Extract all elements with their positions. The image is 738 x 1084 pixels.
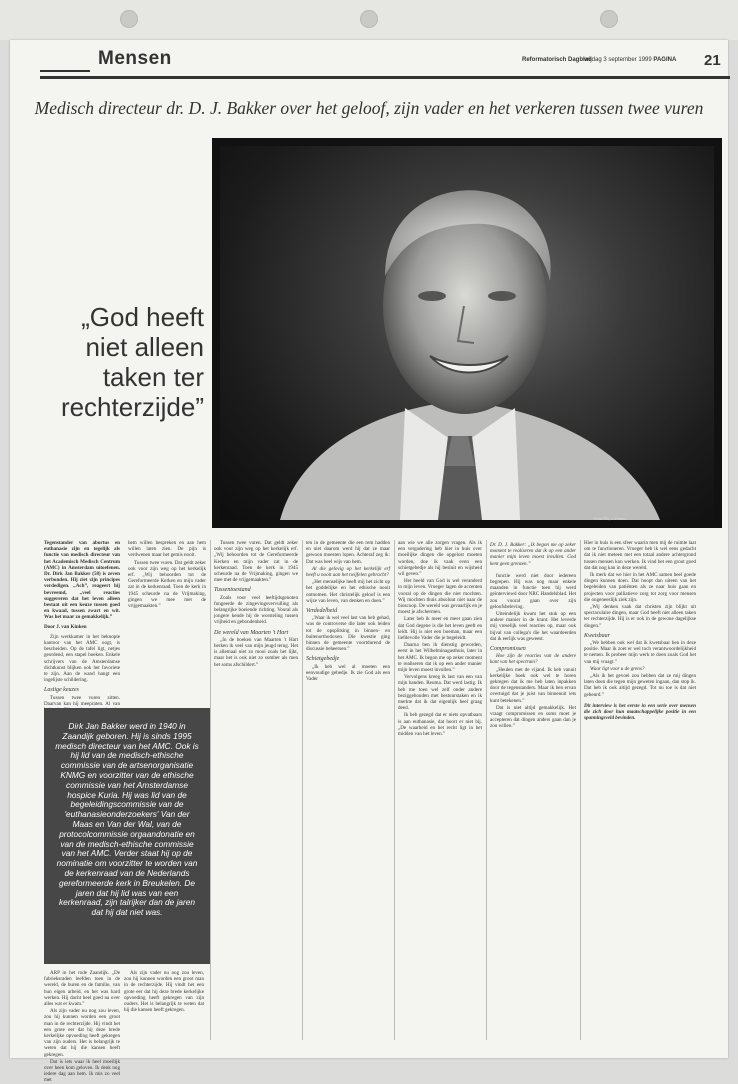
portrait-illustration	[220, 146, 714, 520]
series-note: Dit interview is het eerste in een serie over mensen die zich door hun maatschappelijke positie in een spanningsveld bevinden.	[584, 702, 696, 722]
paragraph: Hier in huis is een sfeer waarin men mij de ruimte laat om te functioneren. Vroeger heb ik wel eens gedacht dat ik niet meteen met een totaal andere achtergrond tussen mensen kon werken. Ik vind het een groot goed dat dat nog kan in deze wereld.	[584, 540, 696, 571]
newspaper-page	[10, 40, 728, 1084]
question: Hoe zijn de reacties van de andere kant van het spectrum?	[490, 653, 576, 666]
column-rule	[302, 540, 303, 1040]
article-column-1	[44, 540, 120, 708]
infobox-text: Dirk Jan Bakker werd in 1940 in Zaandijk geboren. Hij is sinds 1995 medisch directeur van het AMC. Ook is hij lid van de medisch-ethische commissie van de artsenorganisatie KNMG en voorzitter van de ethische commissie van het Amsterdamse hospice Kuria. Hij was lid van de begeleidingscommissie van de 'euthanasieonderzoekers' Van der Maas en Van der Wal, van de protocolcommissie orgaandonatie en van de medisch-ethische commissie van het AMC. Verder staat hij op de nominatie om voorzitter te worden van de kerkenraad van de Nederlands gereformeerde kerk in Breukelen. De jaren dat hij lid was van een kerkenraad, zijn talrijker dan de jaren dat hij dat niet was.	[55, 721, 199, 918]
punch-hole	[360, 10, 378, 28]
paragraph: Ik merk dat we hier in het AMC samen heel goede dingen kunnen doen. Dat hoopt dan uiteen van het begeleiden van patiënten als ze naar huis gaan en projecten voor palliatieve zorg tot zorg voor mensen die ongeneeslijk ziek zijn.	[584, 572, 696, 603]
paragraph: functie werd niet door iedereen begrepen. Hij was nog maar enkele maanden in functie toen hij werd geïnterviewd door NRC Handelsblad. Het zou vooral gaan over zijn geloofsbeleving.	[490, 572, 576, 610]
paragraph: „Heulen met de vijand. Ik heb vanuit kerkelijke hoek ook wel te horen gekregen dat ik me heb laten inpakken door de tegenstanders. Maar ik ben ervan overtuigd dat je juist van binnenuit iets kunt betekenen.”	[490, 666, 576, 704]
punch-hole	[600, 10, 618, 28]
paragraph: ten in de gemeente die een rem hadden en niet daarom werd hij dat ze maar gewoon moesten lopen. Achteraf zeg ik: Dat was heel wijs van hem.	[306, 540, 390, 565]
paragraph: Later heb ik meer en meer gaan zien dat God degene is die het leven geeft en leidt. Hij is niet een boeman, maar een liefdevolle Vader die je begeleidt.	[398, 616, 482, 642]
paragraph: aan wie we alle zorgen vragen. Als ik een vergadering heb hier in huis over moeilijke dingen die opgelost moeten worden, doe ik vaak even een schietgebedje als hij besluit en wijsheid wil geven.”	[398, 540, 482, 578]
paragraph: Vervolgens kreeg ik last van een van mijn handen. Reuma. Dat werd lastig. Ik heb me toen wel zelf onder andere beziggehouden met bestuurstaken en ik merkte dat ik dat eigenlijk heel graag deed.	[398, 674, 482, 712]
page-number: 21	[704, 52, 721, 69]
column-rule	[486, 540, 487, 1040]
photo-image	[220, 146, 714, 520]
paragraph: „Ik heb wel al moeten een eenvoudige gebedje. Ik zie God als een Vader	[306, 663, 390, 683]
paragraph: „We hebben ook wel dat ik kwetsbaar ben in deze positie. Maar ik zoet er wel toch verantwoordelijkheid te nemen. Ik probeer mijn werk te doen zoals God het van mij vraagt.”	[584, 640, 696, 665]
newspaper-name: Reformatorisch Dagblad	[522, 57, 592, 63]
paragraph: Dat is niet altijd gemakkelijk. Het vraagt compromissen en soms moet je accepteren dat dingen anders gaan dan je zou willen.”	[490, 704, 576, 730]
paragraph: Tussen twee vuren. Dat geldt zeker ook voor zijn weg op het kerkelijk erf. „Wij behoorden tot de Gereformeerde Kerken en mijn vader zat in de kerkenraad. Toen de kerk in 1945 scheurde na de Vrijmaking, gingen we mee met de vrijgemaakten.”	[214, 540, 298, 584]
headline-kicker: Medisch directeur dr. D. J. Bakker over het geloof, zijn vader en het verkeren tussen twee vuren	[34, 98, 704, 118]
subheading: Compromissen	[490, 646, 526, 653]
subheading: Schietgebedje	[306, 656, 340, 663]
paragraph: „In de boeken van Maarten 't Hart herken ik veel van mijn jeugd terug. Het is allemaal niet zo mooi zoals het lijkt, maar het is ook niet zo somber als men het soms afschildert.”	[214, 636, 298, 668]
paragraph: Dat is iets waar ik heel moeilijk over heen kom geloven. Ik denk nog iedere dag aan hem. Ik mis zo veel met	[44, 1058, 120, 1084]
date-text: vrijdag 3 september 1999	[584, 57, 652, 63]
pull-quote-headline: „God heeft niet alleen taken ter rechterzijde”	[60, 302, 204, 422]
column-rule	[580, 540, 581, 1040]
paragraph: „Wij denken vaak dat christen zijn blijkt uit spectaculaire dingen, maar God heeft niet alleen taken ter rechterzijde. Hij is er ook in de gewone dagelijkse dingen.”	[584, 604, 696, 629]
question: Al die gelovig op het kerkelijk erf heeft u nooit aan het twijfelen gebracht?	[306, 565, 390, 579]
article-column-5	[398, 540, 482, 1045]
paragraph: Tussen twee vuren. Dat geldt zeker ook voor zijn weg op het kerkelijk erf. „Wij behoorden tot de Gereformeerde Kerken en mijn vader zat in de kerkenraad. Toen de kerk in 1945 scheurde na de Vrijmaking, gingen we mee met de vrijgemaakten.”	[128, 559, 206, 610]
paragraph: Het beeld van God is wel veranderd in mijn leven. Vroeger lagen de accenten vooral op de dingen die niet mochten. Wij mochten thuis absoluut niet naar de bioscoop. De wereld was gevaarlijk en je moest je afschermen.	[398, 578, 482, 616]
subheading: Tussentoestand	[214, 587, 251, 594]
column-rule	[394, 540, 395, 1040]
punch-hole	[120, 10, 138, 28]
question: Waar ligt voor u de grens?	[590, 665, 645, 672]
photo-caption: Dr. D. J. Bakker: „Ik begon me op zeker moment te realiseren dat ik op een ander manier mijn leven moest invullen. God kent geen grenzen.”	[490, 542, 576, 567]
paragraph: „Waar ik wel veel last van heb gehad, was de controverse die later ook leiden tot de opsplitsing in binnen- en buitenorthodoxen. Die kwestie ging binnen de gemeente voortdurend de discussie beheersen.”	[306, 615, 390, 653]
section-accent	[40, 70, 90, 72]
article-column-2	[128, 540, 206, 708]
biography-infobox	[44, 708, 210, 964]
article-column-1b	[44, 970, 120, 1084]
paragraph: hem willen bespreken en aan hem willen laten zien. De pijn is verdwenen maar het gemis nooit.	[128, 540, 206, 559]
article-column-7	[584, 540, 696, 1045]
publication-date	[584, 57, 676, 63]
subheading: Verdedelheid	[306, 608, 338, 615]
paragraph: Als zijn vader nu nog zou leven, zou hij kunnen worden een groot man in de rechterzijde. Hij vindt het een grote eer dat hij deze brede kerkelijke opvoeding heeft gekregen van zijn ouders. Het is belangrijk te weten dat hij die kansen heeft gekregen.	[44, 1008, 120, 1058]
paragraph: „Als ik het gevoel zou hebben dat ze mij dingen laten doen die tegen mijn geweten ingaan, dan stop ik. Dat heb ik ook altijd gezegd. Tot nu toe is dat niet gebeurd.”	[584, 673, 696, 698]
subheading: Lastige keuzes	[44, 687, 79, 694]
paragraph: Als zijn vader nu nog zou leven, zou hij kunnen worden een groot man in de rechterzijde. Hij vindt het een grote eer dat hij deze brede kerkelijke opvoeding heeft gekregen van zijn ouders. Het is belangrijk te weten dat hij die kansen heeft gekregen.	[124, 970, 204, 1014]
photo-credit: Foto RD, v. Reken	[594, 516, 627, 521]
binder-strip	[0, 0, 738, 40]
subheading: Kwetsbaar	[584, 632, 611, 639]
subheading: De wereld van Maarten 't Hart	[214, 629, 289, 636]
article-column-2b	[124, 970, 204, 1050]
paragraph: „Het menselijke heeft mij het zicht op het goddelijke en het ethische nooit ontnomen. Het christelijk geloof is een wijze van leven, van denken en doen.”	[306, 579, 390, 604]
paragraph: Tussen twee vuren zitten. Daarvan kan hij meepraten. Al van	[44, 694, 120, 707]
column-rule	[210, 540, 211, 1040]
article-column-4	[306, 540, 390, 1045]
paragraph: Zijn werkkamer in het beknopte kantoor van het AMC oogt, is bescheiden. Op de tafel ligt, netjes geordend, een stapel boeken. Enkele schrijvers van de Amsterdamse dichtkunst blijken ook het favoriete te zijn. Aan de wand hangt een ingelijste schildering.	[44, 633, 120, 684]
paragraph: Uiteindelijk kwam het stuk op een andere manier in de krant. Het leverde mij vreselijk veel reacties op, maar ook bijval van collega's die het waardeerden dat ik eerlijk was geweest.	[490, 611, 576, 642]
paragraph: Zoals voor veel leeftijdsgenoten fungeerde de zingevingsvervulling als belangrijke boeiende richting. Vooral als jongere kende hij de worsteling tussen vrijheid en gebondenheid.	[214, 594, 298, 626]
paragraph: Ik heb gezegd dat er niets opvatbaars is aan euthanasie, dat hoort er niet bij. „De waarheid en het recht ligt in het midden van het leven.”	[398, 712, 482, 738]
section-title: Mensen	[92, 48, 178, 70]
paragraph: Daarna ben ik dienstig geworden, eerst in het Wilhelminagasthuis, later in het AMC. Ik begon me op zeker moment te realiseren dat ik op een ander manier mijn leven moest invullen.”	[398, 642, 482, 674]
article-column-6	[490, 540, 576, 1045]
paragraph: ARP in het rode Zaandijk. „De fabrieksraden leefden toen in de wereld, de buren en de familie, van hun eigen arbeid, en het was hard werken. Hij dacht heel goed na over alles wat er kwam.”	[44, 970, 120, 1008]
byline: Door J. van Kinken	[44, 623, 87, 630]
portrait-photo	[212, 138, 722, 528]
article-column-3	[214, 540, 298, 1045]
page-label: PAGINA	[653, 57, 677, 63]
article-intro: Tegenstander van abortus en euthanasie zijn en tegelijk als functie van medisch directeur van het Academisch Medisch Centrum (AMC) in Amsterdam uitoefenen. Dr. Dirk Jan Bakker (58) is zeven verbonden. Hij ziet zijn principes verdedigen. „Ach”, reageert hij bevreemd, „veel reacties suggereren dat het leven alleen bestaat uit een keuze tussen goed en kwaad, tussen zwart en wit. Was het maar zo gemakkelijk.”	[44, 540, 120, 621]
